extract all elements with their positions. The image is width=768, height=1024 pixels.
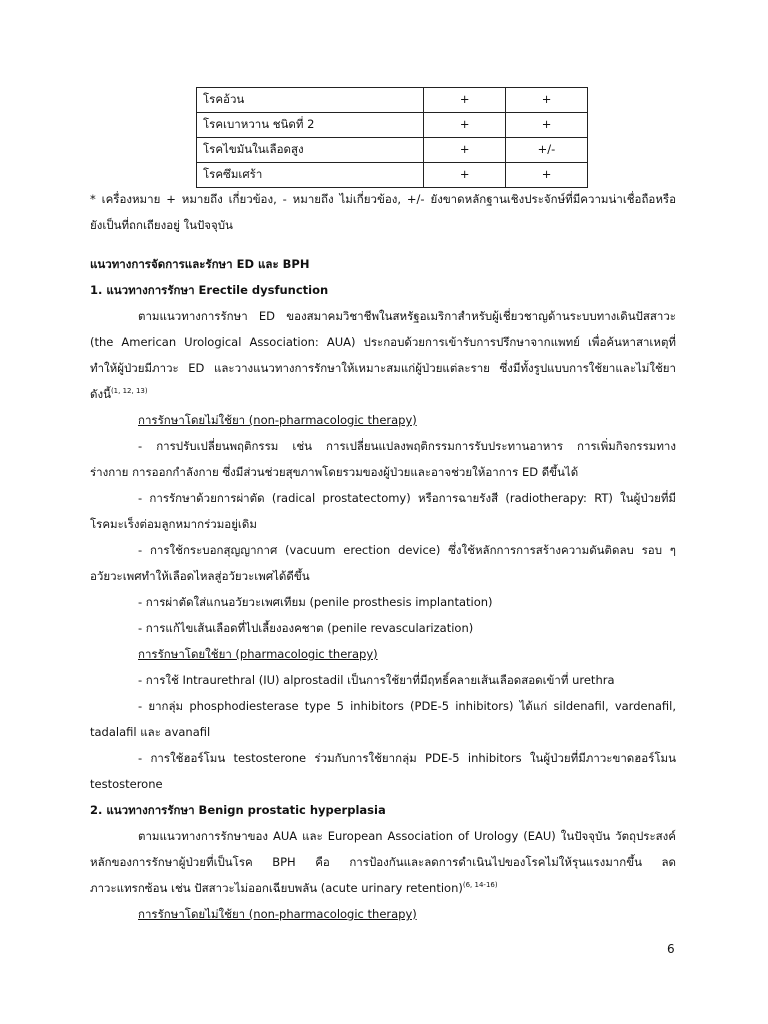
page-number: 6 bbox=[667, 942, 675, 956]
section-2-heading-title: Benign prostatic hyperplasia bbox=[194, 803, 386, 817]
paragraph-line bbox=[90, 881, 498, 895]
section-2-heading bbox=[90, 803, 386, 817]
list-item-continued: ร่างกาย การออกกำลังกาย ซึ่งมีส่วนช่วยสุขภาพโดยรวมของผู้ป่วยและอาจช่วยให้อาการ ED ดีขึ้นได้ bbox=[90, 465, 579, 479]
list-item: - การใช้กระบอกสุญญากาศ (vacuum erection device) ซึ่งใช้หลักการการสร้างความดันติดลบ รอบ ๆ bbox=[138, 543, 676, 557]
paragraph-line: ตามแนวทางการรักษา ED ของสมาคมวิชาชีพในสหรัฐอเมริกาสำหรับผู้เชี่ยวชาญด้านระบบทางเดินปัสสาวะ bbox=[138, 309, 676, 323]
table-row bbox=[197, 88, 588, 113]
risk-factor-table bbox=[196, 87, 588, 188]
paragraph-line: หลักของการรักษาผู้ป่วยที่เป็นโรค BPH คือ การป้องกันและลดการดำเนินไปของโรคไม่ให้รุนแรงมากขึ้น ลด bbox=[90, 855, 676, 869]
list-item-continued: testosterone bbox=[90, 777, 163, 791]
table-cell: + bbox=[506, 113, 588, 138]
table-row bbox=[197, 113, 588, 138]
paragraph-line: (the American Urological Association: AUA) ประกอบด้วยการเข้ารับการปรึกษาจากแพทย์ เพื่อค้นหาสาเหตุที่ bbox=[90, 335, 676, 349]
paragraph-text: ภาวะแทรกซ้อน เช่น ปัสสาวะไม่ออกเฉียบพลัน (acute urinary retention) bbox=[90, 881, 463, 895]
section-1-heading-title: Erectile dysfunction bbox=[194, 283, 329, 297]
reference-superscript: (6, 14-16) bbox=[462, 881, 498, 890]
paragraph-line: ตามแนวทางการรักษาของ AUA และ European Association of Urology (EAU) ในปัจจุบัน วัตถุประสงค์ bbox=[138, 829, 676, 843]
table-cell: + bbox=[424, 138, 506, 163]
section-heading-main: แนวทางการจัดการและรักษา ED และ BPH bbox=[90, 257, 310, 271]
paragraph-text: ดังนี้ bbox=[90, 387, 111, 401]
list-item: - การปรับเปลี่ยนพฤติกรรม เช่น การเปลี่ยนแปลงพฤติกรรมการรับประทานอาหาร การเพิ่มกิจกรรมทาง bbox=[138, 439, 676, 453]
subheading-nonpharmacologic: การรักษาโดยไม่ใช้ยา (non-pharmacologic therapy) bbox=[138, 413, 417, 427]
table-cell: +/- bbox=[506, 138, 588, 163]
paragraph-line: ทำให้ผู้ป่วยมีภาวะ ED และวางแนวทางการรักษาให้เหมาะสมแก่ผู้ป่วยแต่ละราย ซึ่งมีทั้งรูปแบบการใช้ยาและไม่ใช้ยา bbox=[90, 361, 676, 375]
table-cell: โรคซึมเศร้า bbox=[197, 163, 424, 188]
paragraph-line bbox=[90, 387, 148, 401]
section-1-heading bbox=[90, 283, 328, 297]
list-item: - ยากลุ่ม phosphodiesterase type 5 inhibitors (PDE-5 inhibitors) ได้แก่ sildenafil, vardenafil, bbox=[138, 699, 676, 713]
section-1-heading-number: 1. แนวทางการรักษา bbox=[90, 283, 195, 297]
table-cell: โรคเบาหวาน ชนิดที่ 2 bbox=[197, 113, 424, 138]
table-footnote-continued: ยังเป็นที่ถกเถียงอยู่ ในปัจจุบัน bbox=[90, 218, 233, 232]
table-row bbox=[197, 138, 588, 163]
table-cell: โรคไขมันในเลือดสูง bbox=[197, 138, 424, 163]
list-item-continued: อวัยวะเพศทำให้เลือดไหลสู่อวัยวะเพศได้ดีขึ้น bbox=[90, 569, 310, 583]
list-item: - การแก้ไขเส้นเลือดที่ไปเลี้ยงองคชาต (penile revascularization) bbox=[138, 621, 474, 635]
section-2-heading-number: 2. แนวทางการรักษา bbox=[90, 803, 195, 817]
subheading-pharmacologic: การรักษาโดยใช้ยา (pharmacologic therapy) bbox=[138, 647, 378, 661]
table-cell: + bbox=[424, 163, 506, 188]
list-item: - การผ่าตัดใส่แกนอวัยวะเพศเทียม (penile prosthesis implantation) bbox=[138, 595, 493, 609]
list-item-continued: tadalafil และ avanafil bbox=[90, 725, 211, 739]
table-cell: + bbox=[424, 88, 506, 113]
subheading-nonpharmacologic: การรักษาโดยไม่ใช้ยา (non-pharmacologic therapy) bbox=[138, 907, 417, 921]
table-row bbox=[197, 163, 588, 188]
list-item: - การรักษาด้วยการผ่าตัด (radical prostatectomy) หรือการฉายรังสี (radiotherapy: RT) ในผู้ป่วยที่มี bbox=[138, 491, 676, 505]
table-cell: + bbox=[506, 163, 588, 188]
table-footnote: * เครื่องหมาย + หมายถึง เกี่ยวข้อง, - หมายถึง ไม่เกี่ยวข้อง, +/- ยังขาดหลักฐานเชิงประจักษ์ที่มีความน่าเชื่อถือหรือ bbox=[90, 192, 676, 206]
reference-superscript: (1, 12, 13) bbox=[110, 387, 148, 396]
table-cell: โรคอ้วน bbox=[197, 88, 424, 113]
table-cell: + bbox=[506, 88, 588, 113]
table-cell: + bbox=[424, 113, 506, 138]
list-item: - การใช้ Intraurethral (IU) alprostadil เป็นการใช้ยาที่มีฤทธิ์คลายเส้นเลือดสอดเข้าที่ urethra bbox=[138, 673, 615, 687]
list-item-continued: โรคมะเร็งต่อมลูกหมากร่วมอยู่เดิม bbox=[90, 517, 257, 531]
list-item: - การใช้ฮอร์โมน testosterone ร่วมกับการใช้ยากลุ่ม PDE-5 inhibitors ในผู้ป่วยที่มีภาวะขาดฮอร์โมน bbox=[138, 751, 676, 765]
